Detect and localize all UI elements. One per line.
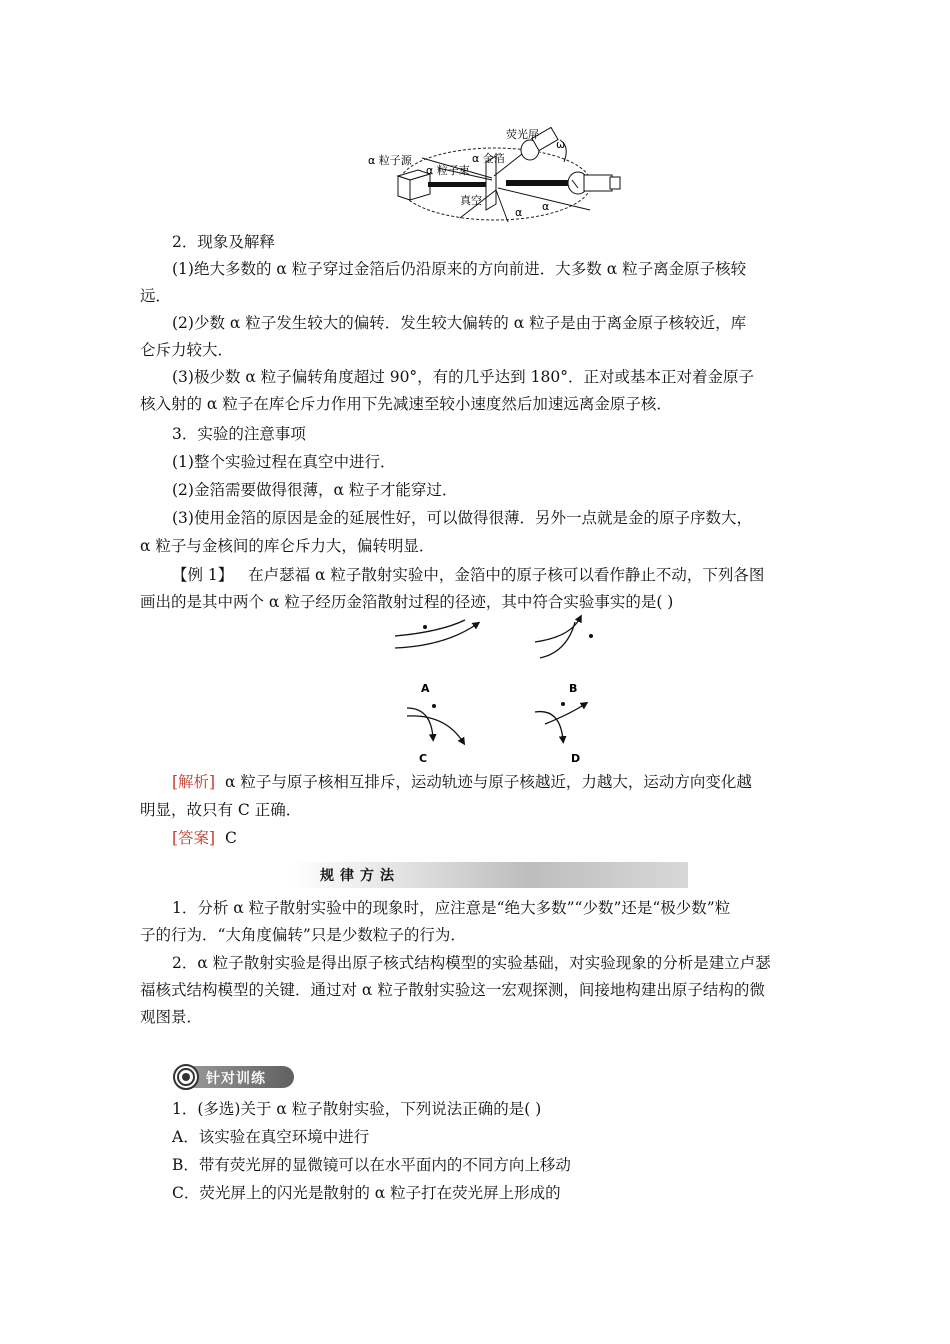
svg-text:ω: ω bbox=[556, 138, 566, 151]
answer-value: C bbox=[224, 829, 237, 847]
section2-heading: 2．现象及解释 bbox=[172, 233, 275, 251]
section3-heading: 3．实验的注意事项 bbox=[172, 425, 306, 443]
section3-p3: (3)使用金箔的原因是金的延展性好，可以做得很薄．另外一点就是金的原子序数大， bbox=[172, 509, 752, 527]
svg-text:α 粒子源: α 粒子源 bbox=[368, 154, 412, 167]
microscope bbox=[568, 172, 620, 194]
section3-p3-cont: α 粒子与金核间的库仑斥力大，偏转明显． bbox=[140, 537, 435, 555]
method-p2-cont: 福核式结构模型的关键．通过对 α 粒子散射实验这一宏观探测，间接地构建出原子结构的微 bbox=[140, 981, 765, 999]
svg-text:α 金箔: α 金箔 bbox=[472, 152, 505, 165]
svg-text:荧光屏: 荧光屏 bbox=[506, 128, 539, 141]
section2-p3: (3)极少数 α 粒子偏转角度超过 90°，有的几乎达到 180°．正对或基本正对着金原子 bbox=[172, 368, 754, 386]
section3-p1: (1)整个实验过程在真空中进行． bbox=[172, 453, 396, 471]
analysis-tag: [解析] bbox=[172, 773, 216, 791]
method-p1-cont: 子的行为．“大角度偏转”只是少数粒子的行为． bbox=[140, 926, 466, 944]
answer-tag: [答案] bbox=[172, 829, 216, 847]
option-d-nucleus bbox=[561, 702, 565, 706]
section2-p2-cont: 仑斥力较大． bbox=[140, 341, 234, 359]
option-d-label: D bbox=[571, 752, 581, 765]
example-line1 bbox=[172, 565, 852, 585]
option-c-tracks bbox=[407, 708, 463, 742]
trajectory-options-figure bbox=[385, 612, 615, 772]
training-banner bbox=[172, 1063, 294, 1089]
method-p1: 1．分析 α 粒子散射实验中的现象时，应注意是“绝大多数”“少数”还是“极少数”粒 bbox=[172, 899, 731, 917]
example-tag: 【例 1】 bbox=[172, 566, 234, 584]
svg-text:α: α bbox=[542, 200, 550, 213]
method-banner bbox=[290, 862, 688, 888]
section2-p2: (2)少数 α 粒子发生较大的偏转．发生较大偏转的 α 粒子是由于离金原子核较近，库 bbox=[172, 314, 747, 332]
svg-text:α: α bbox=[515, 206, 523, 219]
svg-text:真空: 真空 bbox=[460, 194, 482, 207]
example-text: 在卢瑟福 α 粒子散射实验中，金箔中的原子核可以看作静止不动，下列各图 bbox=[248, 566, 765, 584]
section3-p2: (2)金箔需要做得很薄，α 粒子才能穿过． bbox=[172, 481, 458, 499]
option-a-nucleus bbox=[423, 625, 427, 629]
choice-a: A．该实验在真空环境中进行 bbox=[172, 1128, 370, 1146]
option-b-label: B bbox=[569, 682, 578, 695]
analysis-line1 bbox=[172, 772, 852, 792]
section2-p1: (1)绝大多数的 α 粒子穿过金箔后仍沿原来的方向前进．大多数 α 粒子离金原子核较 bbox=[172, 260, 747, 278]
option-a-tracks bbox=[395, 620, 477, 648]
method-p2: 2．α 粒子散射实验是得出原子核式结构模型的实验基础，对实验现象的分析是建立卢瑟 bbox=[172, 954, 771, 972]
option-c-nucleus bbox=[432, 704, 436, 708]
option-b-nucleus bbox=[589, 634, 593, 638]
alpha-beam bbox=[428, 182, 488, 187]
method-banner-label: 规律方法 bbox=[320, 868, 400, 884]
training-banner-label: 针对训练 bbox=[206, 1071, 266, 1087]
analysis-line2: 明显，故只有 C 正确． bbox=[140, 801, 302, 819]
section2-p1-cont: 远． bbox=[140, 287, 172, 305]
example-line2: 画出的是其中两个 α 粒子经历金箔散射过程的径迹，其中符合实验事实的是( ) bbox=[140, 593, 674, 611]
target-icon bbox=[172, 1063, 200, 1091]
answer-line bbox=[172, 828, 852, 848]
choice-c: C．荧光屏上的闪光是散射的 α 粒子打在荧光屏上形成的 bbox=[172, 1184, 561, 1202]
option-b-tracks bbox=[535, 618, 580, 658]
question-stem: 1．(多选)关于 α 粒子散射实验，下列说法正确的是( ) bbox=[172, 1100, 542, 1118]
option-c-label: C bbox=[419, 752, 428, 765]
scattering-apparatus-figure bbox=[360, 118, 630, 230]
option-d-tracks bbox=[535, 704, 585, 740]
analysis-text: α 粒子与原子核相互排斥，运动轨迹与原子核越近，力越大，运动方向变化越 bbox=[224, 773, 752, 791]
section2-p3-cont: 核入射的 α 粒子在库仑斥力作用下先减速至较小速度然后加速远离金原子核． bbox=[140, 395, 672, 413]
choice-b: B．带有荧光屏的显微镜可以在水平面内的不同方向上移动 bbox=[172, 1156, 571, 1174]
option-a-label: A bbox=[421, 682, 430, 695]
svg-text:α 粒子束: α 粒子束 bbox=[426, 164, 470, 177]
method-p2-cont2: 观图景． bbox=[140, 1008, 203, 1026]
